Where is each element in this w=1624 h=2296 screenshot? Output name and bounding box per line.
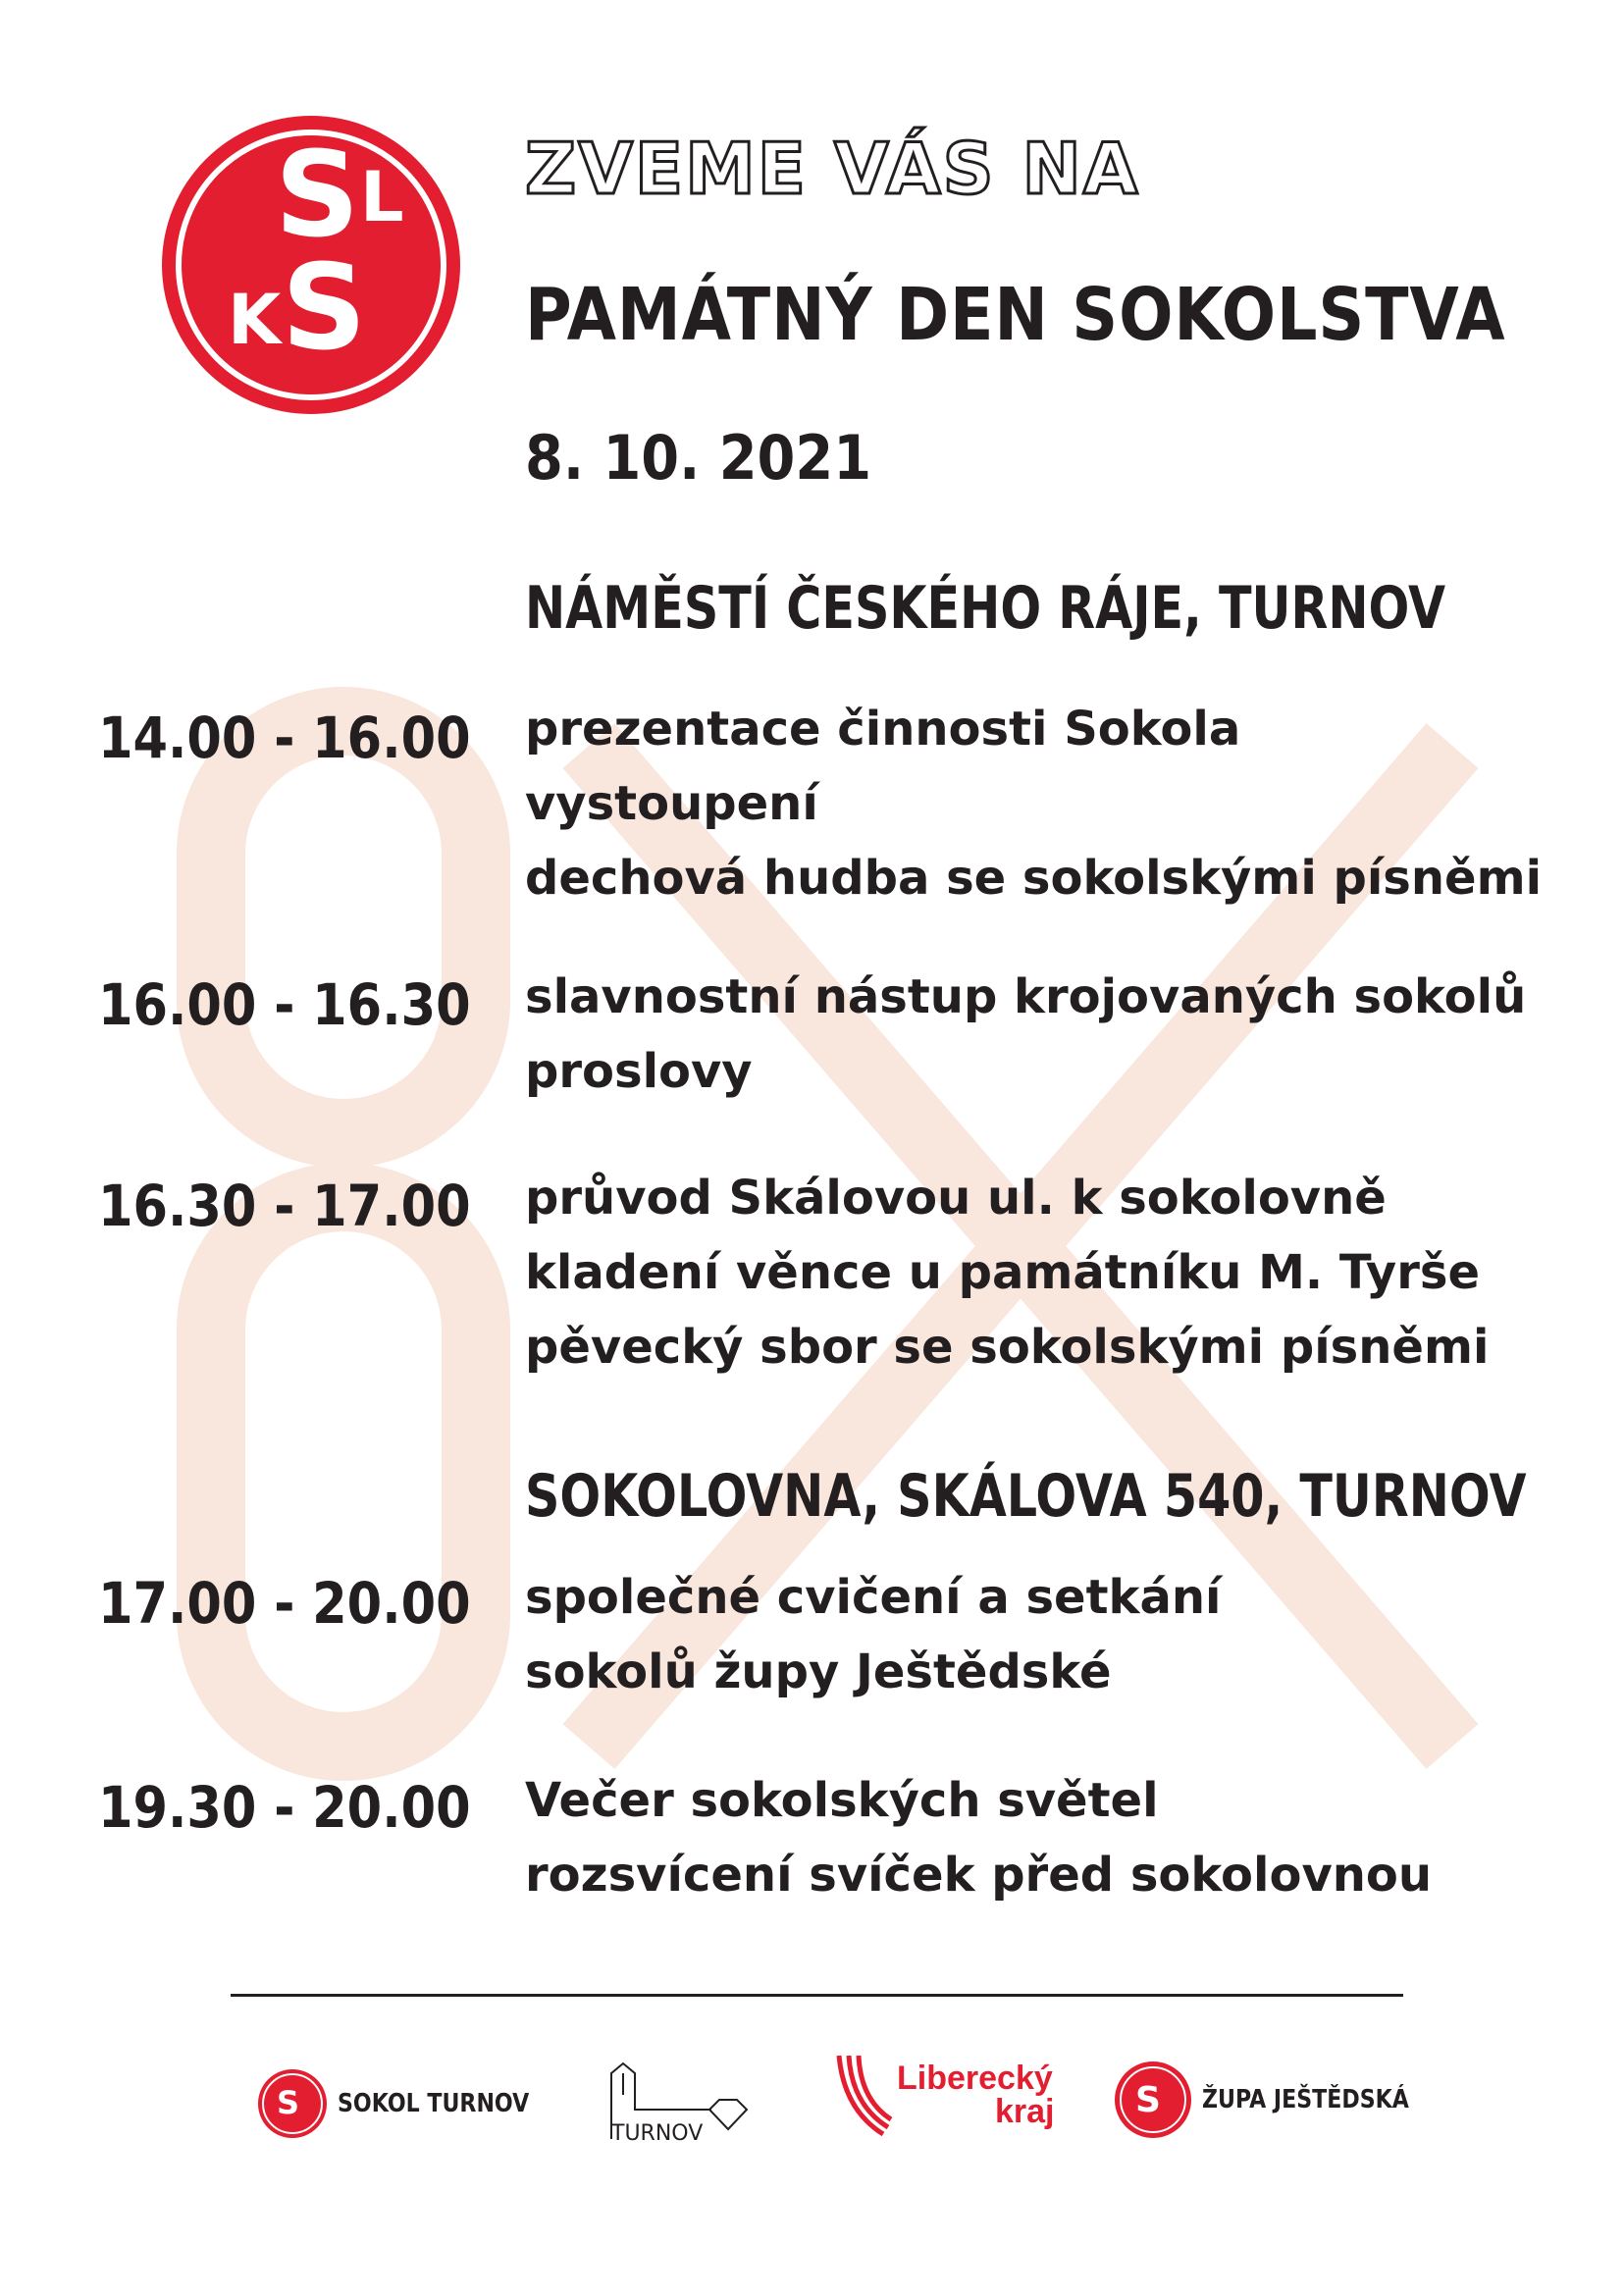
venue-heading-sokolovna: SOKOLOVNA, SKÁLOVA 540, TURNOV xyxy=(525,1462,1527,1531)
schedule-item: dechová hudba se sokolskými písněmi xyxy=(525,851,1543,906)
schedule-item: vystoupení xyxy=(525,776,818,831)
sokol-logo xyxy=(159,113,463,417)
svg-text:S: S xyxy=(1135,2080,1161,2120)
schedule-item: proslovy xyxy=(525,1044,753,1099)
liberecky-label: Liberecký xyxy=(897,2060,1053,2097)
svg-text:L: L xyxy=(360,157,404,237)
schedule-items xyxy=(525,692,1542,915)
liberecky-kraj-stripes-icon xyxy=(834,2051,893,2139)
schedule-item: prezentace činnosti Sokola xyxy=(525,702,1241,757)
schedule-time: 19.30 - 20.00 xyxy=(98,1774,471,1841)
turnov-label: TURNOV xyxy=(611,2121,704,2146)
schedule-time: 16.30 - 17.00 xyxy=(98,1173,471,1239)
schedule-items xyxy=(525,960,1526,1109)
footer-logos xyxy=(0,2041,1624,2178)
event-date: 8. 10. 2021 xyxy=(525,422,872,494)
schedule-item: kladení věnce u památníku M. Tyrše xyxy=(525,1245,1481,1300)
invite-heading: ZVEME VÁS NA xyxy=(525,128,1140,210)
schedule-item: pěvecký sbor se sokolskými písněmi xyxy=(525,1320,1490,1375)
footer-divider xyxy=(231,1994,1403,1997)
zupa-jestedska-logo xyxy=(1114,2061,1445,2139)
svg-text:S: S xyxy=(277,2084,300,2121)
svg-text:S: S xyxy=(282,240,367,377)
zupa-label: ŽUPA JEŠTĚDSKÁ xyxy=(1202,2085,1409,2114)
schedule-item: průvod Skálovou ul. k sokolovně xyxy=(525,1171,1387,1226)
schedule-time: 17.00 - 20.00 xyxy=(98,1570,471,1637)
sokol-emblem-icon xyxy=(1114,2061,1192,2139)
liberecky-kraj-logo xyxy=(834,2051,1055,2139)
schedule-items xyxy=(525,1161,1489,1384)
schedule-item: společné cvičení a setkání xyxy=(525,1570,1222,1625)
schedule-item: rozsvícení svíček před sokolovnou xyxy=(525,1848,1433,1903)
schedule-item: Večer sokolských světel xyxy=(525,1773,1159,1828)
schedule-items xyxy=(525,1763,1432,1912)
schedule-item: sokolů župy Ještědské xyxy=(525,1644,1112,1699)
sokol-turnov-logo xyxy=(257,2068,563,2139)
venue-heading-square: NÁMĚSTÍ ČESKÉHO RÁJE, TURNOV xyxy=(525,574,1446,643)
schedule-time: 14.00 - 16.00 xyxy=(98,704,471,771)
sokol-turnov-label: SOKOL TURNOV xyxy=(338,2089,530,2118)
turnov-logo xyxy=(603,2041,751,2159)
kraj-label: kraj xyxy=(995,2093,1055,2130)
svg-text:K: K xyxy=(228,280,282,360)
schedule-time: 16.00 - 16.30 xyxy=(98,971,471,1038)
svg-text:S: S xyxy=(275,128,360,264)
schedule-item: slavnostní nástup krojovaných sokolů xyxy=(525,969,1527,1024)
sokol-emblem-icon xyxy=(257,2068,328,2139)
schedule-items xyxy=(525,1560,1221,1709)
page-title: PAMÁTNÝ DEN SOKOLSTVA xyxy=(525,273,1506,357)
